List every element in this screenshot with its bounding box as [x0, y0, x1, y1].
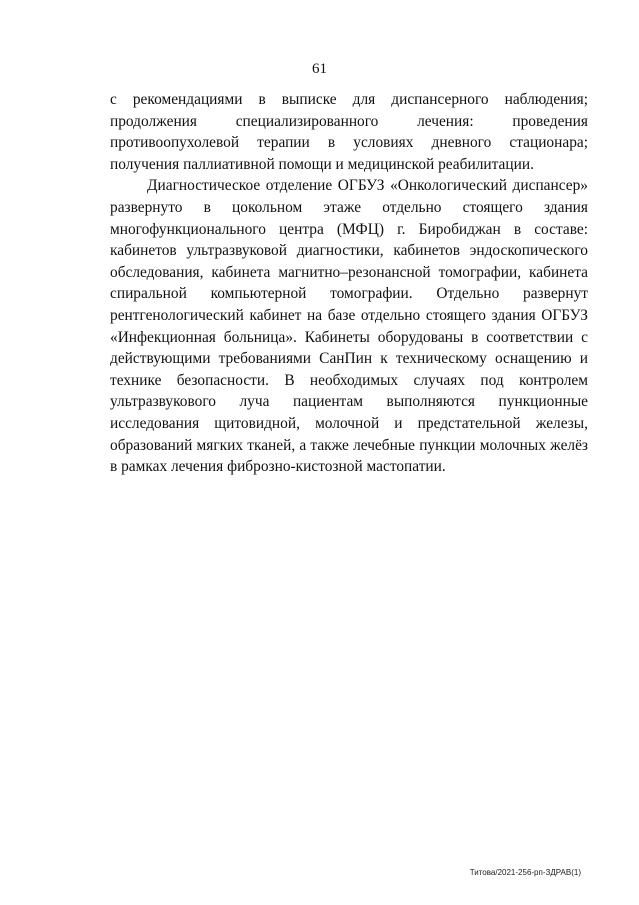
paragraph-diagnostic-department: Диагностическое отделение ОГБУЗ «Онкологический диспансер» развернуто в цокольном этаже отдельно стоящего здания многофункционального центра (МФЦ) г. Биробиджан в составе: кабинетов ультразвуковой диагностики, кабинетов эндоскопического обследования, кабинета магнитно–резонансной томографии, кабинета спиральной компьютерной томографии. Отдельно развернут рентгенологический кабинет на базе отдельно стоящего здания ОГБУЗ «Инфекционная больница». Кабинеты оборудованы в соответствии с действующими требованиями СанПин к техническому оснащению и технике безопасности. В необходимых случаях под контролем ультразвукового луча пациентам выполняются пункционные исследования щитовидной, молочной и предстательной железы, образований мягких тканей, а также лечебные пункции молочных желёз в рамках лечения фиброзно-кистозной мастопатии.: [110, 177, 588, 476]
footer-document-code: Титова/2021-256-рп-ЗДРАВ(1): [469, 868, 581, 877]
page-number: 61: [312, 61, 327, 77]
document-body: [110, 89, 588, 478]
paragraph-continuation: с рекомендациями в выписке для диспансерного наблюдения; продолжения специализированного лечения: проведения противоопухолевой терапии в условиях дневного стационара; получения паллиативной помощи и медицинской реабилитации.: [110, 91, 588, 173]
